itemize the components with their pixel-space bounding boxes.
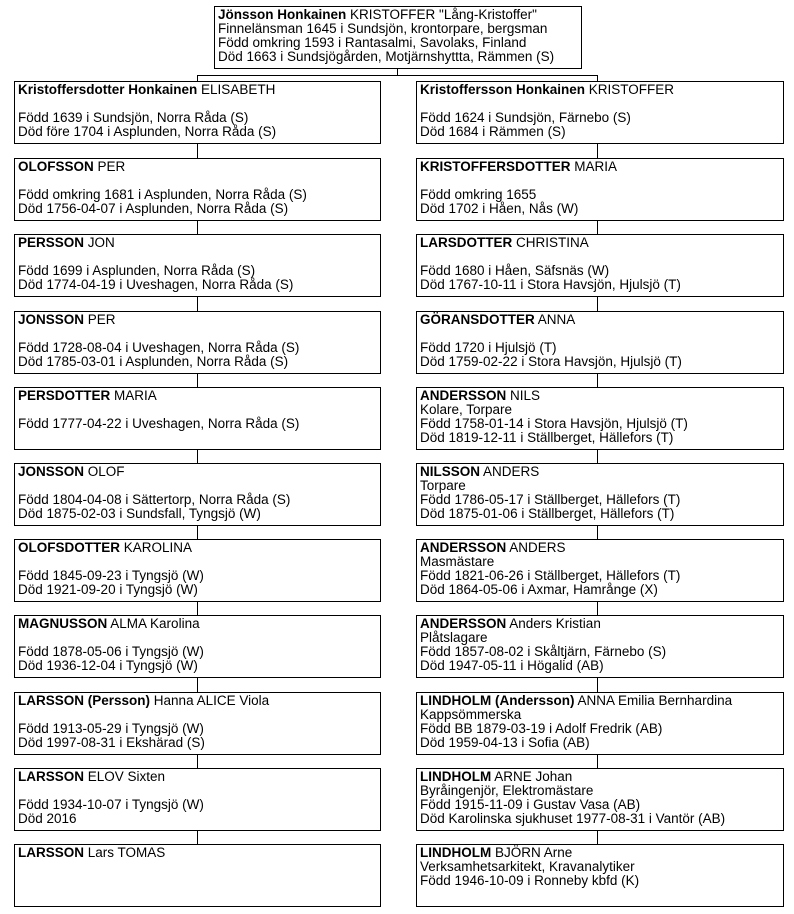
person-detail-line: Död 1684 i Rämmen (S): [420, 124, 566, 139]
person-detail-line: Död 1767-10-11 i Stora Havsjön, Hjulsjö (T): [420, 277, 681, 292]
person-detail-line: Död 1774-04-19 i Uveshagen, Norra Råda (S): [18, 277, 294, 292]
person-surname: LARSSON: [18, 845, 85, 860]
person-detail-line: Född 1728-08-04 i Uveshagen, Norra Råda (S): [18, 340, 300, 355]
left-person-card: [14, 768, 381, 831]
person-given-name: ARNE Johan: [494, 769, 573, 784]
person-detail-line: Död 1959-04-13 i Sofia (AB): [420, 735, 590, 750]
person-detail-line: Född 1786-05-17 i Ställberget, Hällefors (T): [420, 492, 681, 507]
right-person-card: [416, 387, 784, 450]
person-detail-line: Död Karolinska sjukhuset 1977-08-31 i Vantör (AB): [420, 811, 726, 826]
person-detail-line: Död 1785-03-01 i Asplunden, Norra Råda (S): [18, 354, 289, 369]
left-generation-connector: [197, 144, 198, 158]
person-given-name: Anders Kristian: [509, 616, 601, 631]
person-given-name: ANNA Emilia Bernhardina: [577, 693, 733, 708]
person-detail-line: Död 1936-12-04 i Tyngsjö (W): [18, 658, 198, 673]
person-detail-line: Verksamhetsarkitekt, Kravanalytiker: [420, 859, 635, 874]
person-given-name: KRISTOFFER: [588, 82, 675, 97]
person-name-line: [18, 313, 377, 327]
person-surname: PERSDOTTER: [18, 388, 111, 403]
person-detail-line: Född 1624 i Sundsjön, Färnebo (S): [420, 110, 631, 125]
person-surname: JONSSON: [18, 312, 85, 327]
person-detail-line: Född 1934-10-07 i Tyngsjö (W): [18, 797, 204, 812]
right-person-card: [416, 539, 784, 602]
person-detail-line: [18, 708, 377, 722]
right-person-card: [416, 81, 784, 144]
person-given-name: ELOV Sixten: [87, 769, 166, 784]
person-name-line: [18, 465, 377, 479]
branch-horizontal-connector: [197, 75, 598, 76]
person-given-name: ALMA Karolina: [110, 616, 200, 631]
person-surname: Kristoffersdotter Honkainen: [18, 82, 198, 97]
root-name-line: [218, 8, 578, 22]
person-detail-line: Född 1804-04-08 i Sättertorp, Norra Råda (S): [18, 492, 291, 507]
person-name-line: [420, 160, 780, 174]
left-person-card: [14, 539, 381, 602]
right-generation-connector: [597, 602, 598, 615]
person-surname: KRISTOFFERSDOTTER: [420, 159, 571, 174]
left-person-card: [14, 844, 381, 907]
person-given-name: JON: [87, 235, 115, 250]
person-detail-line: Plåtslagare: [420, 630, 488, 645]
person-surname: LARSSON (Persson): [18, 693, 151, 708]
person-surname: OLOFSDOTTER: [18, 540, 120, 555]
left-generation-connector: [197, 297, 198, 311]
right-generation-connector: [597, 144, 598, 158]
person-detail-line: Död 1921-09-20 i Tyngsjö (W): [18, 582, 198, 597]
person-detail-line: Född 1720 i Hjulsjö (T): [420, 340, 557, 355]
right-person-card: [416, 463, 784, 526]
left-generation-connector: [197, 221, 198, 234]
person-detail-line: Född 1913-05-29 i Tyngsjö (W): [18, 721, 204, 736]
person-detail-line: [18, 327, 377, 341]
person-detail-line: Död 2016: [18, 811, 77, 826]
person-detail-line: [18, 784, 377, 798]
person-detail-line: Kappsömmerska: [420, 707, 522, 722]
left-person-card: [14, 311, 381, 374]
person-surname: ANDERSSON: [420, 540, 507, 555]
person-detail-line: Född 1758-01-14 i Stora Havsjön, Hjulsjö (T): [420, 416, 688, 431]
person-detail-line: Född 1878-05-06 i Tyngsjö (W): [18, 644, 204, 659]
person-name-line: [18, 236, 377, 250]
person-given-name: ELISABETH: [201, 82, 276, 97]
right-generation-connector: [597, 297, 598, 311]
person-name-line: [420, 770, 780, 784]
person-detail-line: Född 1777-04-22 i Uveshagen, Norra Råda (S): [18, 416, 300, 431]
person-detail-line: [18, 250, 377, 264]
person-surname: PERSSON: [18, 235, 85, 250]
person-surname: NILSSON: [420, 464, 481, 479]
right-person-card: [416, 234, 784, 297]
person-detail-line: [18, 174, 377, 188]
person-name-line: [18, 617, 377, 631]
person-detail-line: [420, 250, 780, 264]
left-person-card: [14, 387, 381, 450]
person-name-line: [420, 694, 780, 708]
person-detail-line: Född omkring 1655: [420, 187, 537, 202]
person-name-line: [18, 694, 377, 708]
person-given-name: MARIA: [574, 159, 618, 174]
right-generation-connector: [597, 221, 598, 234]
right-person-card: [416, 768, 784, 831]
person-given-name: Lars TOMAS: [87, 845, 166, 860]
person-given-name: ANNA: [537, 312, 576, 327]
person-detail-line: Död 1819-12-11 i Ställberget, Hällefors (T): [420, 430, 674, 445]
person-name-line: [420, 83, 780, 97]
person-surname: LINDHOLM: [420, 845, 492, 860]
left-generation-connector: [197, 526, 198, 539]
person-given-name: ANDERS: [483, 464, 540, 479]
root-line: Finnelänsman 1645 i Sundsjön, krontorpare, bergsman: [218, 21, 548, 36]
person-detail-line: Född 1946-10-09 i Ronneby kbfd (K): [420, 873, 640, 888]
right-generation-connector: [597, 450, 598, 463]
person-detail-line: [420, 174, 780, 188]
left-person-card: [14, 234, 381, 297]
person-name-line: [18, 770, 377, 784]
person-detail-line: Död 1997-08-31 i Ekshärad (S): [18, 735, 205, 750]
person-detail-line: [18, 555, 377, 569]
person-given-name: PER: [87, 312, 116, 327]
root-person-card: [214, 6, 582, 69]
person-detail-line: Född 1845-09-23 i Tyngsjö (W): [18, 568, 204, 583]
root-surname: Jönsson Honkainen: [218, 7, 347, 22]
right-generation-connector: [597, 831, 598, 844]
left-generation-connector: [197, 831, 198, 844]
person-detail-line: [18, 479, 377, 493]
person-detail-line: Död 1702 i Håen, Nås (W): [420, 201, 579, 216]
person-name-line: [420, 465, 780, 479]
person-surname: OLOFSSON: [18, 159, 94, 174]
person-detail-line: Död 1947-05-11 i Högalid (AB): [420, 658, 604, 673]
person-given-name: OLOF: [87, 464, 125, 479]
person-detail-line: [18, 631, 377, 645]
person-surname: LARSSON: [18, 769, 85, 784]
left-person-card: [14, 158, 381, 221]
left-generation-connector: [197, 678, 198, 692]
person-detail-line: Masmästare: [420, 554, 495, 569]
left-generation-connector: [197, 374, 198, 387]
person-detail-line: Död 1759-02-22 i Stora Havsjön, Hjulsjö (T): [420, 354, 682, 369]
person-name-line: [18, 389, 377, 403]
person-detail-line: Död före 1704 i Asplunden, Norra Råda (S): [18, 124, 277, 139]
left-person-card: [14, 615, 381, 678]
person-detail-line: Född BB 1879-03-19 i Adolf Fredrik (AB): [420, 721, 663, 736]
person-detail-line: [18, 97, 377, 111]
person-surname: MAGNUSSON: [18, 616, 108, 631]
right-person-card: [416, 692, 784, 755]
left-generation-connector: [197, 450, 198, 463]
person-name-line: [18, 846, 377, 860]
person-detail-line: Född 1639 i Sundsjön, Norra Råda (S): [18, 110, 249, 125]
person-surname: GÖRANSDOTTER: [420, 312, 535, 327]
person-detail-line: Kolare, Torpare: [420, 402, 513, 417]
person-surname: LINDHOLM (Andersson): [420, 693, 575, 708]
left-person-card: [14, 81, 381, 144]
person-detail-line: Död 1875-02-03 i Sundsfall, Tyngsjö (W): [18, 506, 261, 521]
person-detail-line: Född 1857-08-02 i Skåltjärn, Färnebo (S): [420, 644, 667, 659]
person-given-name: PER: [97, 159, 126, 174]
person-given-name: CHRISTINA: [516, 235, 589, 250]
person-name-line: [420, 541, 780, 555]
person-detail-line: Född 1699 i Asplunden, Norra Råda (S): [18, 263, 256, 278]
person-surname: ANDERSSON: [420, 388, 507, 403]
person-detail-line: [18, 403, 377, 417]
person-surname: LARSDOTTER: [420, 235, 513, 250]
person-detail-line: Död 1875-01-06 i Ställberget, Hällefors (T): [420, 506, 675, 521]
person-surname: Kristoffersson Honkainen: [420, 82, 586, 97]
left-person-card: [14, 463, 381, 526]
person-surname: JONSSON: [18, 464, 85, 479]
person-name-line: [18, 160, 377, 174]
person-name-line: [18, 83, 377, 97]
person-given-name: KAROLINA: [123, 540, 193, 555]
right-person-card: [416, 615, 784, 678]
person-given-name: Hanna ALICE Viola: [153, 693, 270, 708]
person-detail-line: [420, 97, 780, 111]
person-name-line: [420, 617, 780, 631]
right-person-card: [416, 311, 784, 374]
root-line: Född omkring 1593 i Rantasalmi, Savolaks, Finland: [218, 35, 527, 50]
person-name-line: [420, 236, 780, 250]
person-detail-line: Född omkring 1681 i Asplunden, Norra Råda (S): [18, 187, 307, 202]
person-name-line: [420, 313, 780, 327]
person-detail-line: Torpare: [420, 478, 466, 493]
right-person-card: [416, 158, 784, 221]
right-generation-connector: [597, 374, 598, 387]
left-generation-connector: [197, 755, 198, 768]
person-given-name: BJÖRN Arne: [495, 845, 573, 860]
person-detail-line: Född 1821-06-26 i Ställberget, Hällefors (T): [420, 568, 681, 583]
person-surname: LINDHOLM: [420, 769, 492, 784]
right-generation-connector: [597, 755, 598, 768]
person-detail-line: [420, 327, 780, 341]
right-generation-connector: [597, 526, 598, 539]
person-given-name: NILS: [510, 388, 541, 403]
left-person-card: [14, 692, 381, 755]
left-generation-connector: [197, 602, 198, 615]
person-detail-line: Byråingenjör, Elektromästare: [420, 783, 594, 798]
person-name-line: [420, 389, 780, 403]
person-detail-line: Född 1680 i Håen, Säfsnäs (W): [420, 263, 610, 278]
root-line: Död 1663 i Sundsjögården, Motjärnshyttta, Rämmen (S): [218, 49, 555, 64]
person-given-name: ANDERS: [509, 540, 566, 555]
person-name-line: [420, 846, 780, 860]
person-detail-line: Död 1864-05-06 i Axmar, Hamrånge (X): [420, 582, 658, 597]
person-given-name: MARIA: [114, 388, 157, 403]
root-given-name: KRISTOFFER "Lång-Kristoffer": [350, 7, 537, 22]
person-detail-line: Död 1756-04-07 i Asplunden, Norra Råda (S): [18, 201, 289, 216]
person-name-line: [18, 541, 377, 555]
right-generation-connector: [597, 678, 598, 692]
person-surname: ANDERSSON: [420, 616, 507, 631]
right-person-card: [416, 844, 784, 907]
person-detail-line: Född 1915-11-09 i Gustav Vasa (AB): [420, 797, 641, 812]
